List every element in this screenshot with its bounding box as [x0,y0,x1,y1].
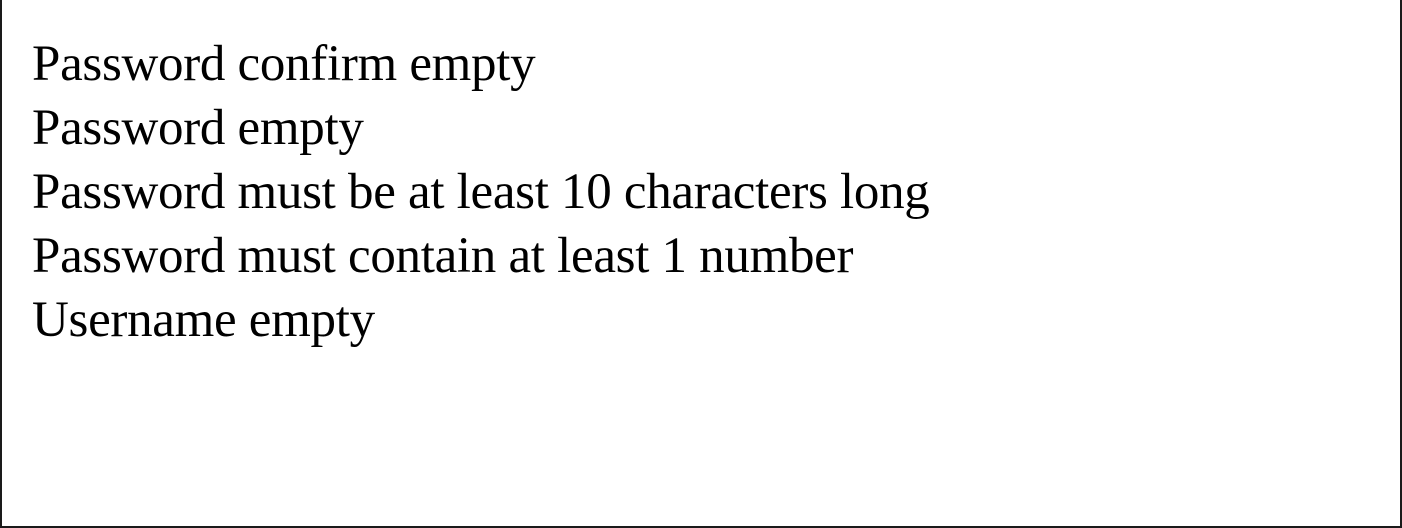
error-list [32,32,929,352]
error-message-password-min-length: Password must be at least 10 characters long [32,164,930,220]
error-message-username-empty: Username empty [32,292,375,348]
error-message-password-confirm-empty: Password confirm empty [32,36,536,92]
error-message-password-empty: Password empty [32,100,364,156]
error-message-password-number: Password must contain at least 1 number [32,228,854,284]
